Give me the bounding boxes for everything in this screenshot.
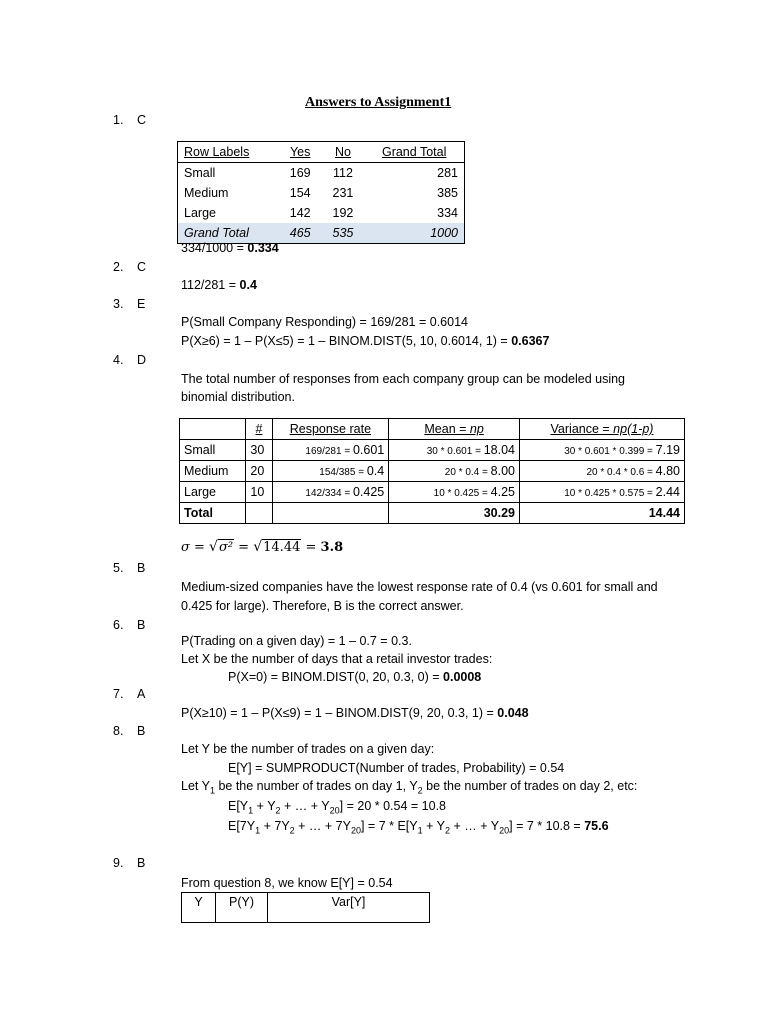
question-8-answer: B [137,724,146,738]
binomial-mean-cell: 10 * 0.425 = 4.25 [389,482,520,503]
binomial-total-var: 14.44 [519,503,684,524]
q2-calc-text: 112/281 = [181,278,240,292]
q6-text-1: P(Trading on a given day) = 1 – 0.7 = 0.3. [181,634,412,648]
question-3-answer: E [137,297,146,311]
q3-line-1: P(Small Company Responding) = 169/281 = 0.6014 [181,315,468,329]
q1-calc-text: 334/1000 = [181,241,248,255]
question-6-answer: B [137,618,146,632]
binomial-rate-cell: 142/334 = 0.425 [272,482,389,503]
variance-table [181,892,430,923]
question-1-number: 1. [113,113,124,127]
pivot-cell: 231 [332,186,354,200]
variance-header-py: P(Y) [216,893,268,923]
q7-result: 0.048 [497,706,529,720]
binomial-var-cell: 10 * 0.425 * 0.575 = 2.44 [519,482,684,503]
q2-result: 0.4 [239,278,257,292]
binomial-row-n: 20 [246,461,272,482]
q5-text-2: 0.425 for large). Therefore, B is the correct answer. [181,599,464,613]
binomial-rate-cell: 169/281 = 0.601 [272,440,389,461]
table-row [180,461,685,482]
q6-text-2: Let X be the number of days that a retail investor trades: [181,652,493,666]
binomial-mean-cell: 20 * 0.4 = 8.00 [389,461,520,482]
question-7-answer: A [137,687,146,701]
pivot-cell: 142 [289,206,311,220]
q4-text-1: The total number of responses from each company group can be modeled using [181,372,626,386]
pivot-cell: 169 [289,166,311,180]
binomial-header-empty [180,419,246,440]
q6-text-3-calc: P(X=0) = BINOM.DIST(0, 20, 0.3, 0) = [228,670,444,684]
pivot-cell: 385 [437,186,458,200]
pivot-table [177,141,465,244]
pivot-header-yes: Yes [279,142,322,163]
question-7-number: 7. [113,687,124,701]
binomial-header-rate: Response rate [289,422,372,436]
pivot-cell: 1000 [364,223,464,244]
question-9-answer: B [137,856,146,870]
binomial-header-variance: Variance = np(1-p) [550,422,654,436]
q3-line-2 [181,334,549,348]
sigma-formula: σ = √σ² = √14.44 = 3.8 [181,539,344,555]
pivot-cell: 154 [289,186,311,200]
table-row [180,440,685,461]
q1-calculation [181,241,279,255]
table-row [180,482,685,503]
table-row [178,183,465,203]
q8-text-3: Let $Y_1$ be the number of trades on day 1, $Y_2$ be the number of trades on day 2, etc: [181,779,638,796]
pivot-cell: Large [184,206,216,220]
q7-calc: P(X≥10) = 1 – P(X≤9) = 1 – BINOM.DIST(9, 20, 0.3, 1) = [181,706,498,720]
binomial-var-cell: 20 * 0.4 * 0.6 = 4.80 [519,461,684,482]
pivot-cell: 334 [437,206,458,220]
question-5-answer: B [137,561,146,575]
table-row [178,203,465,223]
pivot-cell: Grand Total [178,223,279,244]
pivot-header-grand-total: Grand Total [364,142,464,163]
sigma-result: 3.8 [320,540,344,555]
pivot-header-no: No [322,142,365,163]
q8-text-2: E[Y] = SUMPRODUCT(Number of trades, Probability) = 0.54 [228,761,565,775]
binomial-total-rate [272,503,389,524]
pivot-cell: 535 [322,223,365,244]
pivot-header-row [178,142,465,163]
question-9-number: 9. [113,856,124,870]
table-row [178,163,465,184]
q2-calculation [181,278,257,292]
question-4-number: 4. [113,353,124,367]
binomial-row-label: Small [180,440,246,461]
pivot-cell: 112 [332,166,353,180]
question-4-answer: D [137,353,147,367]
q8-text-1: Let Y be the number of trades on a given day: [181,742,435,756]
binomial-total-label: Total [180,503,246,524]
question-6-number: 6. [113,618,124,632]
binomial-mean-cell: 30 * 0.601 = 18.04 [389,440,520,461]
q1-result: 0.334 [247,241,279,255]
pivot-cell: Medium [184,186,229,200]
question-1-answer: C [137,113,147,127]
q8-text-5: $E[7Y_1 + 7Y_2$ + … + $7Y_{20}] = 7 * E[Y_1 + Y_2$ + … + $Y_{20}] = 7 * 10.8 = 75.6$ [228,819,609,836]
q9-text: From question 8, we know E[Y] = 0.54 [181,876,393,890]
binomial-total-n [246,503,272,524]
binomial-table [179,418,685,524]
pivot-header-row-labels: Row Labels [178,142,279,163]
question-2-answer: C [137,260,147,274]
binomial-var-cell: 30 * 0.601 * 0.399 = 7.19 [519,440,684,461]
binomial-rate-cell: 154/385 = 0.4 [272,461,389,482]
pivot-cell: 192 [332,206,354,220]
binomial-header-row [180,419,685,440]
binomial-total-row [180,503,685,524]
binomial-row-label: Medium [180,461,246,482]
q8-text-4: $E[Y_1 + Y_2$ + … + $Y_{20}] = 20 * 0.54 = 10.8$ [228,799,447,816]
pivot-cell: Small [184,166,216,180]
variance-header-y: Y [182,893,216,923]
pivot-cell: 465 [279,223,322,244]
q4-text-2: binomial distribution. [181,390,295,404]
q6-result: 0.0008 [443,670,482,684]
binomial-header-n: # [255,422,263,436]
q8-result: 75.6 [584,819,609,833]
binomial-header-mean: Mean = np [424,422,484,436]
binomial-row-label: Large [180,482,246,503]
sigma-variance: 14.44 [263,540,301,555]
variance-header-var: Var[Y] [268,893,430,923]
question-2-number: 2. [113,260,124,274]
binomial-row-n: 10 [246,482,272,503]
q6-text-3 [228,670,481,684]
question-8-number: 8. [113,724,124,738]
variance-header-row [182,893,430,923]
question-5-number: 5. [113,561,124,575]
binomial-row-n: 30 [246,440,272,461]
pivot-cell: 281 [437,166,458,180]
binomial-total-mean: 30.29 [389,503,520,524]
q7-text [181,706,529,720]
question-3-number: 3. [113,297,124,311]
q5-text-1: Medium-sized companies have the lowest response rate of 0.4 (vs 0.601 for small and [181,580,658,594]
page-title: Answers to Assignment1 [305,95,452,110]
q3-result: 0.6367 [511,334,550,348]
q3-line-2-text: P(X≥6) = 1 – P(X≤5) = 1 – BINOM.DIST(5, 10, 0.6014, 1) = [181,334,512,348]
